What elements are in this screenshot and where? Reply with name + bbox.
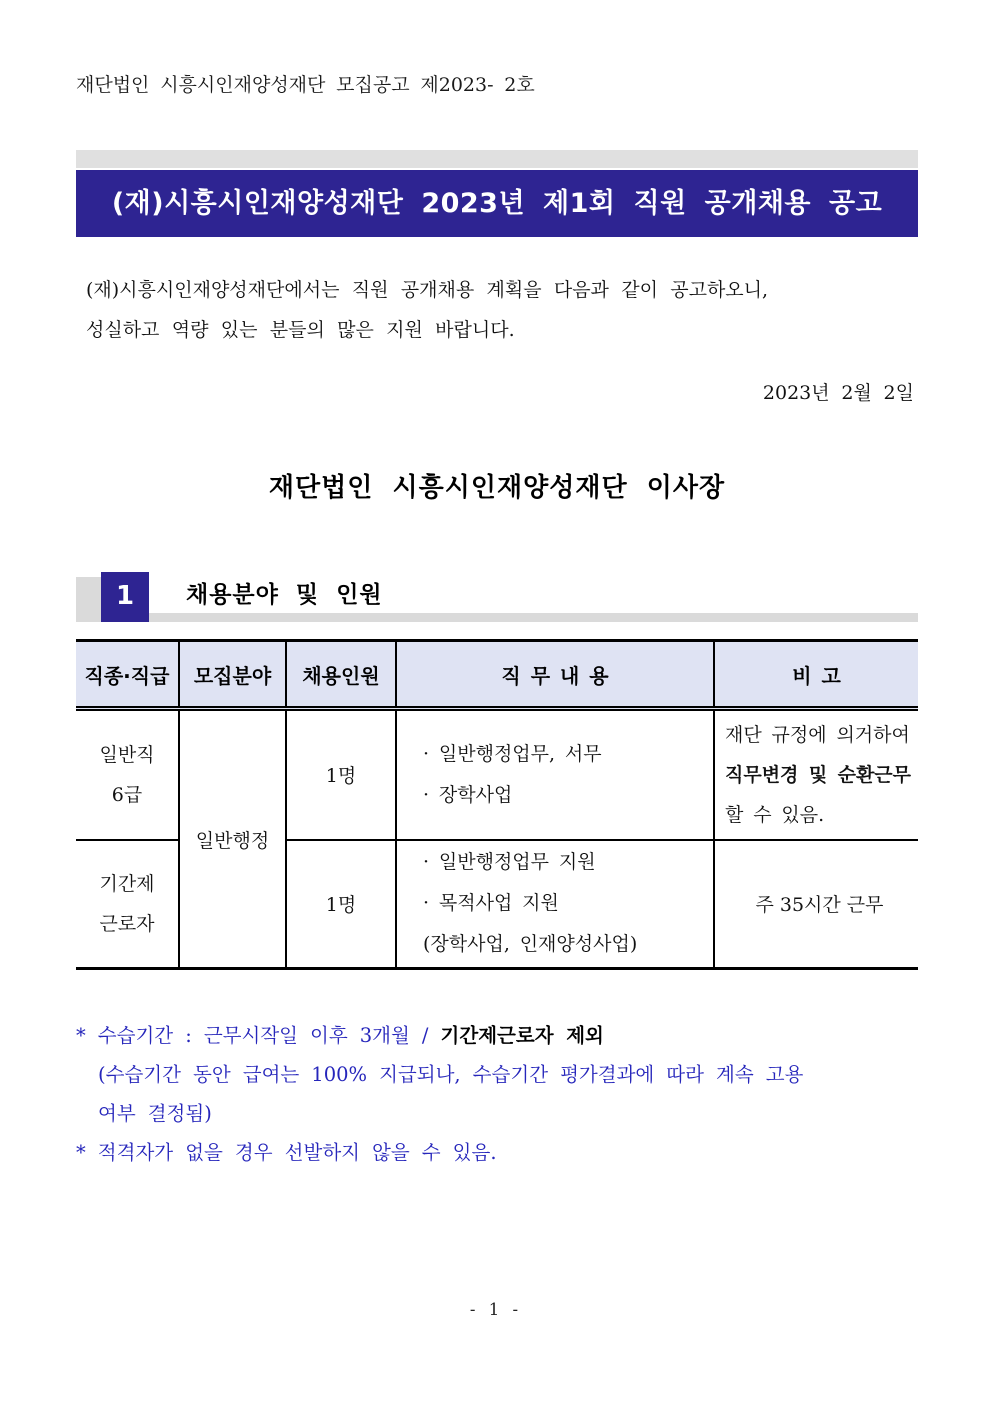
doc-number-line: 재단법인 시흥시인재양성재단 모집공고 제2023- 2호 bbox=[76, 74, 535, 96]
cell-job-grade-2 bbox=[76, 840, 179, 969]
col-header-note: 비 고 bbox=[714, 641, 918, 709]
job-grade-line: 근로자 bbox=[99, 912, 155, 935]
section-title: 채용분야 및 인원 bbox=[186, 582, 383, 608]
intro-line-1: (재)시흥시인재양성재단에서는 직원 공개채용 계획을 다음과 같이 공고하오니, bbox=[86, 279, 769, 301]
cell-headcount-2: 1명 bbox=[286, 840, 396, 969]
job-grade-line: 일반직 bbox=[99, 743, 155, 766]
footnote-line-2: (수습기간 동안 급여는 100% 지급되나, 수습기간 평가결과에 따라 계속 고용 bbox=[98, 1063, 804, 1086]
table-row bbox=[76, 709, 918, 840]
cell-job-grade-1 bbox=[76, 709, 179, 840]
intro-line-2: 성실하고 역량 있는 분들의 많은 지원 바랍니다. bbox=[86, 319, 515, 341]
duty-line: · 장학사업 bbox=[423, 783, 513, 806]
col-header-field: 모집분야 bbox=[179, 641, 286, 709]
col-header-duties: 직 무 내 용 bbox=[396, 641, 714, 709]
duty-line: · 일반행정업무, 서무 bbox=[423, 742, 602, 765]
duty-line: · 목적사업 지원 bbox=[423, 892, 559, 915]
note-line-bold: 직무변경 및 순환근무 bbox=[725, 763, 912, 786]
cell-note-1 bbox=[714, 709, 918, 840]
section-number-badge: 1 bbox=[101, 572, 149, 622]
note-line: 할 수 있음. bbox=[725, 803, 825, 826]
footnote-1-bold-part: 기간제근로자 제외 bbox=[440, 1024, 604, 1047]
cell-field-merged: 일반행정 bbox=[179, 709, 286, 969]
announcement-date: 2023년 2월 2일 bbox=[762, 382, 914, 404]
footnote-1-blue-part: * 수습기간 : 근무시작일 이후 3개월 / bbox=[76, 1024, 441, 1047]
cell-duties-2 bbox=[396, 840, 714, 969]
announcement-title-banner: (재)시흥시인재양성재단 2023년 제1회 직원 공개채용 공고 bbox=[76, 170, 918, 237]
duty-line: · 일반행정업무 지원 bbox=[423, 851, 596, 874]
note-line: 재단 규정에 의거하여 bbox=[725, 723, 910, 746]
footnote-line-1 bbox=[76, 1016, 918, 1055]
footnote-line-3: 여부 결정됨) bbox=[98, 1102, 212, 1125]
job-grade-line: 기간제 bbox=[99, 872, 155, 895]
recruitment-table bbox=[76, 639, 918, 970]
footnotes bbox=[76, 1016, 918, 1172]
cell-duties-1 bbox=[396, 709, 714, 840]
col-header-headcount: 채용인원 bbox=[286, 641, 396, 709]
job-grade-line: 6급 bbox=[111, 783, 143, 806]
duty-line: (장학사업, 인재양성사업) bbox=[423, 933, 638, 956]
banner-top-strip bbox=[76, 150, 918, 168]
cell-headcount-1: 1명 bbox=[286, 709, 396, 840]
section-gray-block bbox=[76, 577, 101, 615]
page-number: - 1 - bbox=[469, 1300, 523, 1319]
intro-paragraph bbox=[76, 270, 918, 350]
cell-note-2: 주 35시간 근무 bbox=[714, 840, 918, 969]
footnote-line-4: * 적격자가 없을 경우 선발하지 않을 수 있음. bbox=[76, 1141, 497, 1164]
col-header-job-grade: 직종·직급 bbox=[76, 641, 179, 709]
signature-line: 재단법인 시흥시인재양성재단 이사장 bbox=[268, 473, 726, 503]
section-header bbox=[76, 572, 918, 622]
table-header-row bbox=[76, 641, 918, 709]
